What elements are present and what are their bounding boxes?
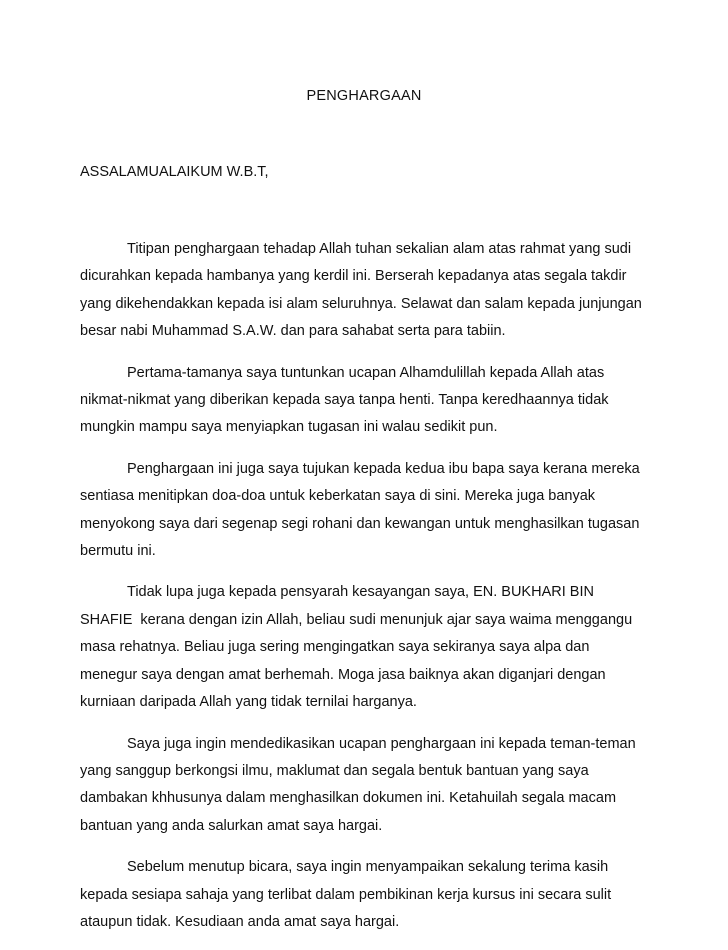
paragraph-line: menyokong saya dari segenap segi rohani dan kewangan untuk menghasilkan tugasan (80, 515, 640, 532)
paragraph-line: bantuan yang anda salurkan amat saya hargai. (80, 817, 383, 834)
paragraph-line: Saya juga ingin mendedikasikan ucapan penghargaan ini kepada teman-teman (127, 735, 636, 752)
paragraph-line: Titipan penghargaan tehadap Allah tuhan sekalian alam atas rahmat yang sudi (127, 241, 632, 257)
greeting-line: ASSALAMUALAIKUM W.B.T, (80, 164, 269, 180)
paragraph-line: yang sanggup berkongsi ilmu, maklumat dan segala bentuk bantuan yang saya (80, 762, 589, 779)
paragraph-line: menegur saya dengan amat berhemah. Moga jasa baiknya akan diganjari dengan (80, 666, 606, 683)
paragraph-parents (80, 456, 652, 566)
paragraph-lecturer (80, 579, 652, 716)
paragraph-line: kurniaan daripada Allah yang tidak ternilai harganya. (80, 694, 417, 711)
paragraph-line: kepada sesiapa sahaja yang terlibat dalam pembikinan kerja kursus ini secara sulit (80, 886, 612, 903)
paragraph-line: Pertama-tamanya saya tuntunkan ucapan Alhamdulillah kepada Allah atas (127, 364, 605, 381)
paragraph-alhamdulillah (80, 360, 652, 442)
paragraph-line: besar nabi Muhammad S.A.W. dan para sahabat serta para tabiin. (80, 323, 506, 340)
paragraph-friends (80, 731, 652, 841)
paragraph-line: sentiasa menitipkan doa-doa untuk keberkatan saya di sini. Mereka juga banyak (80, 488, 596, 505)
document-body (80, 236, 652, 950)
paragraph-closing (80, 854, 652, 936)
paragraph-line: Sebelum menutup bicara, saya ingin menyampaikan sekalung terima kasih (127, 859, 609, 876)
page-title: PENGHARGAAN (306, 88, 422, 104)
paragraph-line: Penghargaan ini juga saya tujukan kepada kedua ibu bapa saya kerana mereka (127, 460, 640, 477)
paragraph-line: dicurahkan kepada hambanya yang kerdil ini. Berserah kepadanya atas segala takdir (80, 268, 627, 285)
paragraph-line: SHAFIE kerana dengan izin Allah, beliau sudi menunjuk ajar saya waima menggangu (80, 611, 633, 628)
paragraph-line: nikmat-nikmat yang diberikan kepada saya tanpa henti. Tanpa keredhaannya tidak (80, 392, 609, 409)
paragraph-line: Tidak lupa juga kepada pensyarah kesayangan saya, EN. BUKHARI BIN (127, 584, 594, 601)
paragraph-line: dambakan khhusunya dalam menghasilkan dokumen ini. Ketahuilah segala macam (80, 790, 617, 807)
paragraph-line: bermutu ini. (80, 543, 156, 560)
paragraph-gratitude-to-allah (80, 236, 652, 346)
paragraph-line: mungkin mampu saya menyiapkan tugasan ini walau sedikit pun. (80, 419, 498, 436)
paragraph-line: masa rehatnya. Beliau juga sering mengingatkan saya sekiranya saya alpa dan (80, 639, 590, 656)
paragraph-line: yang dikehendakkan kepada isi alam seluruhnya. Selawat dan salam kepada junjungan (80, 295, 642, 312)
paragraph-line: ataupun tidak. Kesudiaan anda amat saya hargai. (80, 913, 400, 930)
